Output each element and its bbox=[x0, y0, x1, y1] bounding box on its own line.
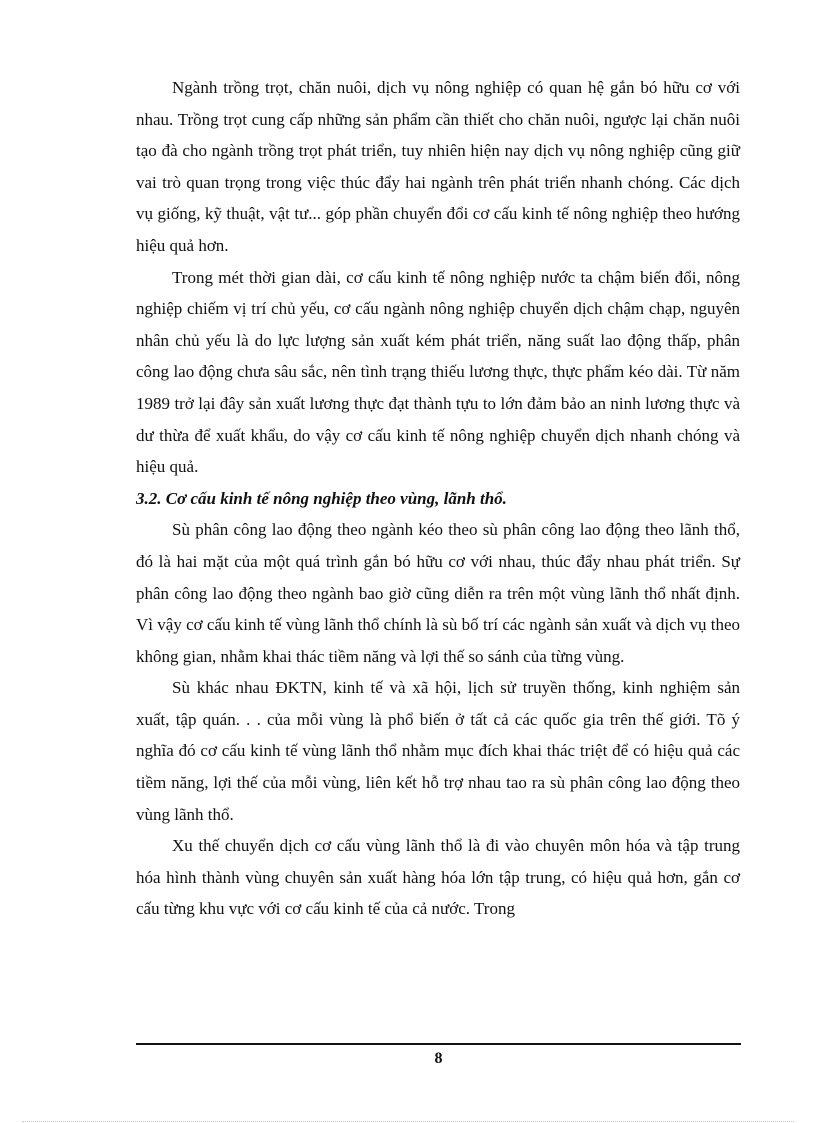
paragraph-structural-change: Trong mét thời gian dài, cơ cấu kinh tế nông nghiệp nước ta chậm biến đổi, nông nghiệp chiếm vị trí chủ yếu, cơ cấu ngành nông nghiệp chuyển dịch chậm chạp, nguyên nhân chủ yếu là do lực lượng sản xuất kém phát triển, năng suất lao động thấp, phân công lao động chưa sâu sắc, nên tình trạng thiếu lương thực, thực phẩm kéo dài. Từ năm 1989 trở lại đây sản xuất lương thực đạt thành tựu to lớn đảm bảo an ninh lương thực và dư thừa để xuất khẩu, do vậy cơ cấu kinh tế nông nghiệp chuyển dịch nhanh chóng và hiệu quả. bbox=[136, 267, 740, 477]
paragraph-regional-trend: Xu thế chuyển dịch cơ cấu vùng lãnh thổ là đi vào chuyên môn hóa và tập trung hóa hình thành vùng chuyên sản xuất hàng hóa lớn tập trung, có hiệu quả hơn, gắn cơ cấu từng khu vực với cơ cấu kinh tế của cả nước. Trong bbox=[136, 836, 740, 919]
page-number: 8 bbox=[434, 1050, 443, 1067]
paragraph-sector-relations: Ngành trồng trọt, chăn nuôi, dịch vụ nông nghiệp có quan hệ gắn bó hữu cơ với nhau. Trồng trọt cung cấp những sản phẩm cần thiết cho chăn nuôi, ngược lại chăn nuôi tạo đà cho ngành trồng trọt phát triển, tuy nhiên hiện nay dịch vụ nông nghiệp cũng giữ vai trò quan trọng trong việc thúc đẩy hai ngành trên phát triển nhanh chóng. Các dịch vụ giống, kỹ thuật, vật tư... góp phần chuyển đổi cơ cấu kinh tế nông nghiệp theo hướng hiệu quả hơn. bbox=[136, 78, 740, 255]
page-bottom-edge bbox=[22, 1121, 794, 1122]
body-text bbox=[136, 72, 740, 925]
section-heading: 3.2. Cơ cấu kinh tế nông nghiệp theo vùng, lãnh thổ. bbox=[136, 488, 507, 508]
paragraph-regional-differences: Sù khác nhau ĐKTN, kinh tế và xã hội, lịch sử truyền thống, kinh nghiệm sản xuất, tập quán. . . của mỗi vùng là phổ biến ở tất cả các quốc gia trên thế giới. Tõ ý nghĩa đó cơ cấu kinh tế vùng lãnh thổ nhằm mục đích khai thác triệt để có hiệu quả các tiềm năng, lợi thế của mỗi vùng, liên kết hỗ trợ nhau tao ra sù phân công lao động theo vùng lãnh thổ. bbox=[136, 678, 740, 824]
footer-divider bbox=[136, 1043, 741, 1045]
paragraph-territorial-division: Sù phân công lao động theo ngành kéo theo sù phân công lao động theo lãnh thổ, đó là hai mặt của một quá trình gắn bó hữu cơ với nhau, thúc đẩy nhau phát triển. Sự phân công lao động theo ngành bao giờ cũng diễn ra trên một vùng lãnh thổ nhất định. Vì vậy cơ cấu kinh tế vùng lãnh thổ chính là sù bố trí các ngành sản xuất và dịch vụ theo không gian, nhằm khai thác tiềm năng và lợi thế so sánh của từng vùng. bbox=[136, 520, 740, 666]
